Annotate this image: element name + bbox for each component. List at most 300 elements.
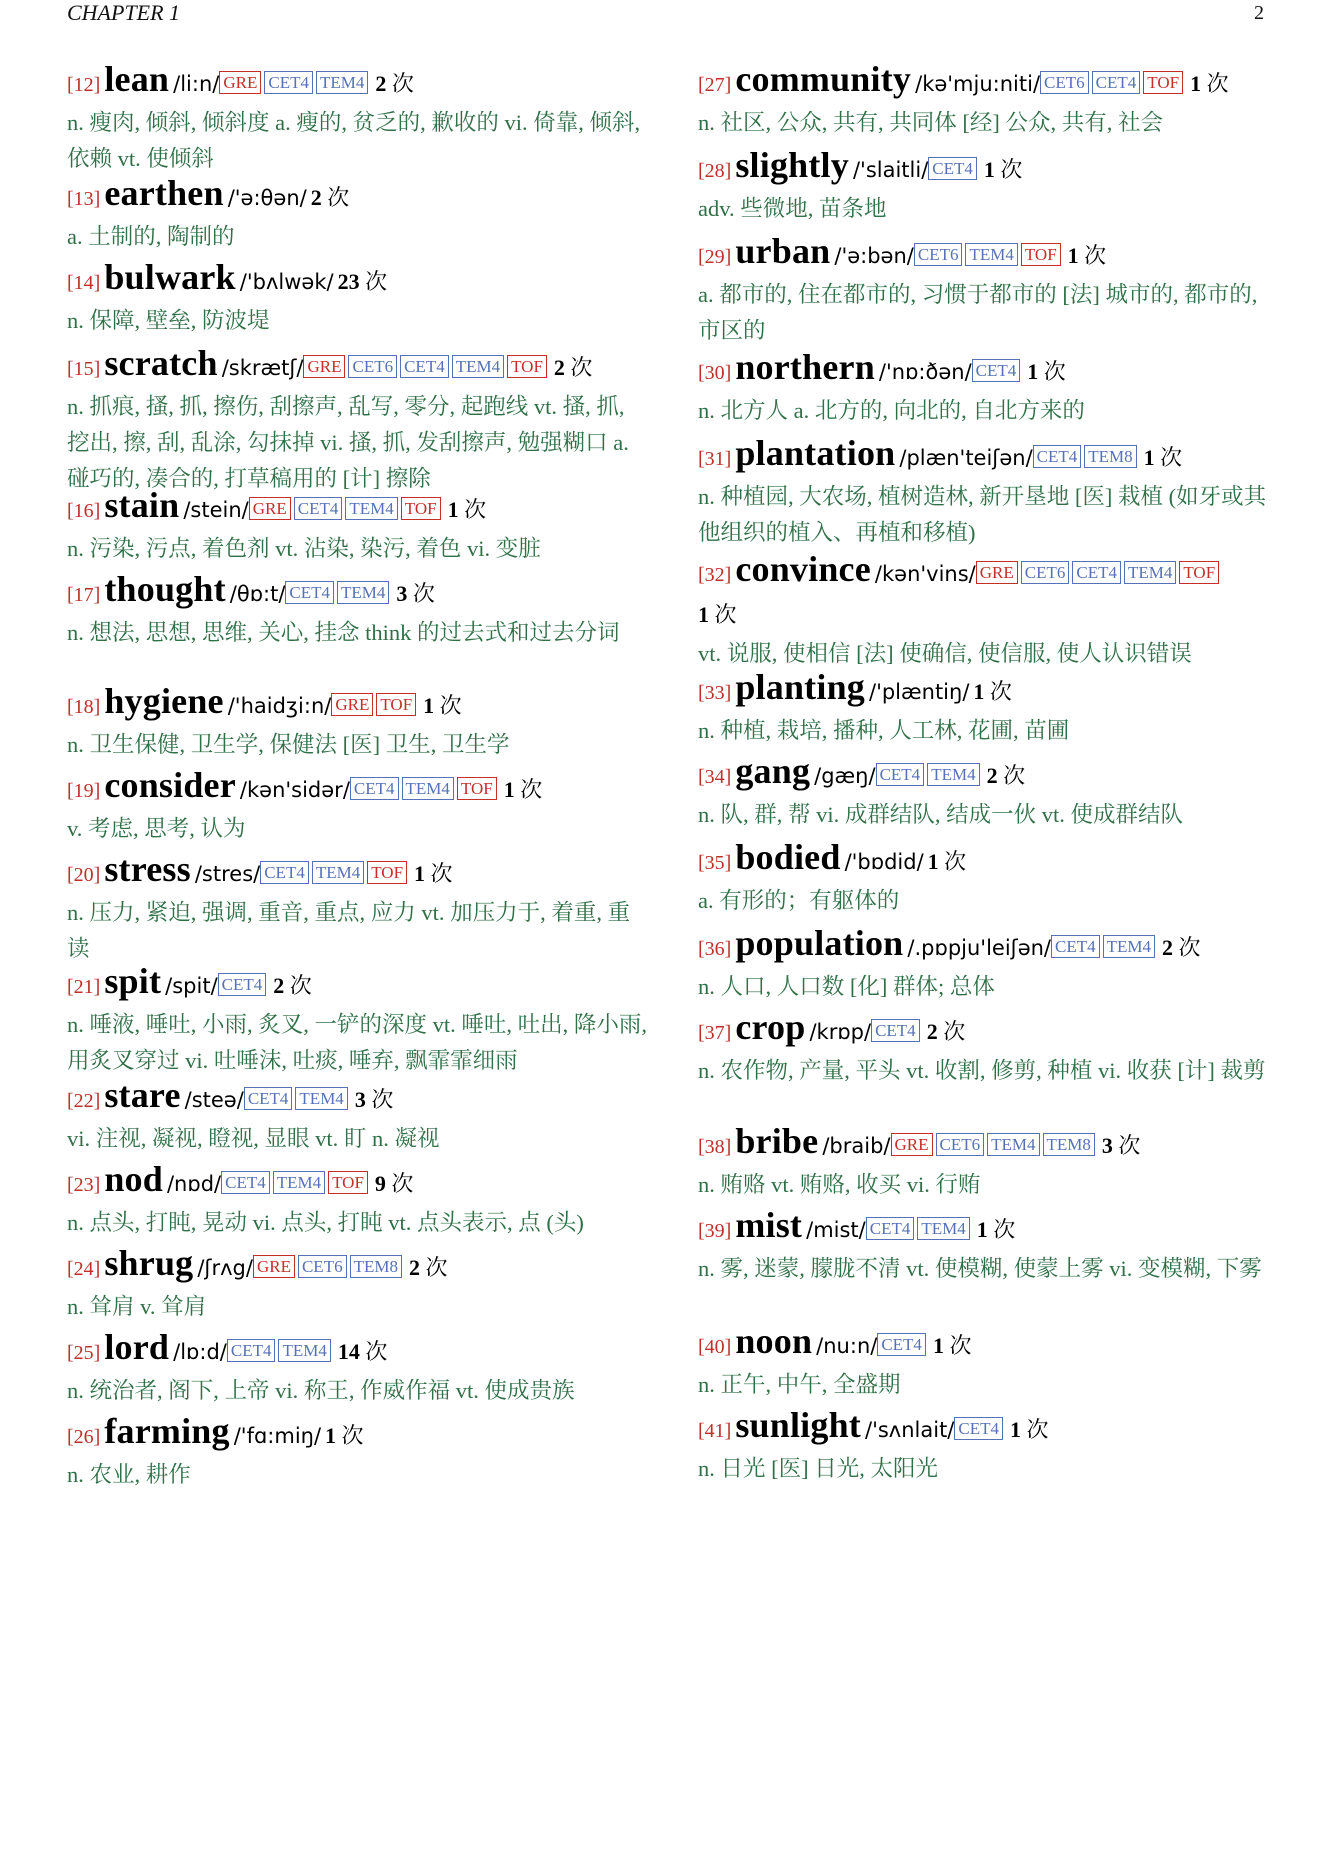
entry-headline (67, 682, 647, 728)
count-suffix: 次 (430, 861, 453, 886)
exam-tag: CET4 (218, 973, 267, 996)
vocab-entry (698, 146, 1278, 227)
exam-tag: CET4 (1072, 561, 1121, 584)
exam-tag: TEM4 (337, 581, 389, 604)
headword: earthen (104, 173, 224, 213)
count-value: 1 (927, 849, 939, 874)
count-value: 1 (1143, 445, 1155, 470)
exam-tag: TOF (1179, 561, 1219, 584)
definition: n. 人口, 人口数 [化] 群体; 总体 (698, 974, 995, 999)
occurrence-count (987, 763, 1026, 788)
entry-headline (698, 668, 1278, 714)
count-suffix: 次 (520, 777, 543, 802)
count-suffix: 次 (425, 1255, 448, 1280)
entry-number: [27] (698, 74, 732, 96)
occurrence-count (1190, 71, 1229, 96)
exam-tag: TOF (367, 861, 407, 884)
vocab-entry (698, 1406, 1278, 1487)
exam-tag: CET4 (264, 71, 313, 94)
occurrence-count (928, 849, 967, 874)
occurrence-count (973, 679, 1012, 704)
exam-tag: GRE (249, 497, 291, 520)
entry-number: [36] (698, 938, 732, 960)
pronunciation: /lɒ:d/ (173, 1340, 227, 1364)
exam-tag: CET6 (348, 355, 397, 378)
count-suffix: 次 (1084, 243, 1107, 268)
headword: thought (104, 569, 226, 609)
occurrence-count (504, 777, 543, 802)
count-suffix: 次 (943, 1019, 966, 1044)
entry-number: [26] (67, 1426, 101, 1448)
count-value: 23 (337, 269, 360, 294)
exam-tag: TEM4 (316, 71, 368, 94)
count-suffix: 次 (391, 71, 414, 96)
entry-headline (698, 838, 1278, 884)
count-suffix: 次 (412, 581, 435, 606)
occurrence-count (375, 71, 414, 96)
entry-number: [39] (698, 1220, 732, 1242)
count-value: 1 (325, 1423, 337, 1448)
pronunciation: /nɒd/ (166, 1172, 222, 1196)
pronunciation: /'nɒ:ðən/ (878, 360, 972, 384)
definition: a. 有形的；有躯体的 (698, 888, 900, 913)
exam-tag: GRE (219, 71, 261, 94)
exam-tag: GRE (331, 693, 373, 716)
exam-tag: CET4 (244, 1087, 293, 1110)
page-number: 2 (1254, 2, 1264, 24)
exam-tag: TOF (1021, 243, 1061, 266)
vocab-entry (698, 838, 1278, 919)
count-value: 1 (1027, 359, 1039, 384)
headword: urban (735, 231, 831, 271)
exam-tag: TEM4 (295, 1087, 347, 1110)
pronunciation: /braib/ (822, 1134, 891, 1158)
definition: n. 抓痕, 搔, 抓, 擦伤, 刮擦声, 乱写, 零分, 起跑线 vt. 搔, 抓, 挖出, 擦, 刮, 乱涂, 勾抹掉 vi. 搔, 抓, 发刮擦声, 勉强糊口 a. 碰巧的, 凑合的, 打草稿用的 [计] 擦除 (67, 394, 629, 491)
count-suffix: 次 (1026, 1417, 1049, 1442)
exam-tag: CET6 (298, 1255, 347, 1278)
exam-tag: TOF (376, 693, 416, 716)
entry-headline (67, 766, 647, 812)
count-suffix: 次 (949, 1333, 972, 1358)
pronunciation: /stres/ (194, 862, 261, 886)
exam-tag: CET6 (1021, 561, 1070, 584)
exam-tag: TEM8 (350, 1255, 402, 1278)
definition: n. 正午, 中午, 全盛期 (698, 1372, 901, 1397)
entry-headline (67, 258, 647, 304)
exam-tag: CET4 (350, 777, 399, 800)
count-value: 1 (973, 679, 985, 704)
exam-tag: GRE (303, 355, 345, 378)
exam-tag: TEM8 (1084, 445, 1136, 468)
pronunciation: /'fɑ:miŋ/ (233, 1424, 322, 1448)
count-suffix: 次 (327, 185, 350, 210)
definition: a. 都市的, 住在都市的, 习惯于都市的 [法] 城市的, 都市的, 市区的 (698, 282, 1258, 343)
exam-tag: GRE (253, 1255, 295, 1278)
definition: v. 考虑, 思考, 认为 (67, 816, 246, 841)
headword: bribe (735, 1121, 819, 1161)
entry-headline (67, 962, 647, 1008)
count-value: 9 (374, 1171, 386, 1196)
headword: shrug (104, 1243, 194, 1283)
entry-number: [12] (67, 74, 101, 96)
definition: n. 点头, 打盹, 晃动 vi. 点头, 打盹 vt. 点头表示, 点 (头) (67, 1210, 584, 1235)
headword: spit (104, 961, 162, 1001)
pronunciation: /'ə:θən/ (227, 186, 307, 210)
definition: n. 农业, 耕作 (67, 1462, 191, 1487)
pronunciation: /ʃrʌg/ (197, 1256, 253, 1280)
entry-headline (698, 1122, 1278, 1168)
definition: n. 污染, 污点, 着色剂 vt. 沾染, 染污, 着色 vi. 变脏 (67, 536, 541, 561)
count-suffix: 次 (1043, 359, 1066, 384)
exam-tag: TEM4 (965, 243, 1017, 266)
entry-number: [22] (67, 1090, 101, 1112)
entry-headline (67, 1076, 647, 1122)
vocab-entry (698, 752, 1278, 833)
occurrence-count (311, 185, 350, 210)
definition: n. 农作物, 产量, 平头 vt. 收割, 修剪, 种植 vi. 收获 [计] 裁剪 (698, 1058, 1266, 1083)
count-suffix: 次 (1160, 445, 1183, 470)
count-suffix: 次 (993, 1217, 1016, 1242)
exam-tag: CET4 (294, 497, 343, 520)
vocab-entry (67, 850, 647, 967)
entry-number: [38] (698, 1136, 732, 1158)
definition: n. 保障, 壁垒, 防波堤 (67, 308, 270, 333)
entry-number: [34] (698, 766, 732, 788)
entry-headline (698, 1322, 1278, 1368)
exam-tag: CET4 (871, 1019, 920, 1042)
count-value: 1 (932, 1333, 944, 1358)
definition: n. 压力, 紧迫, 强调, 重音, 重点, 应力 vt. 加压力于, 着重, 重读 (67, 900, 631, 961)
entry-headline (67, 1328, 647, 1374)
exam-tag: TEM4 (1124, 561, 1176, 584)
entry-headline (67, 1412, 647, 1458)
vocab-entry (67, 1328, 647, 1409)
vocab-entry (698, 232, 1278, 349)
entry-headline (698, 434, 1278, 480)
vocab-entry (67, 1160, 647, 1241)
headword: lord (104, 1327, 170, 1367)
exam-tag: CET4 (1051, 935, 1100, 958)
headword: stare (104, 1075, 181, 1115)
count-value: 3 (396, 581, 408, 606)
pronunciation: /krɒp/ (809, 1020, 872, 1044)
entry-headline (67, 850, 647, 896)
headword: nod (104, 1159, 163, 1199)
occurrence-count (375, 1171, 414, 1196)
entry-headline-wrap (698, 596, 1278, 637)
pronunciation: /nu:n/ (816, 1334, 878, 1358)
count-value: 2 (375, 71, 387, 96)
entry-headline (698, 146, 1278, 192)
entry-number: [28] (698, 160, 732, 182)
vocab-entry (67, 344, 647, 497)
entry-headline (698, 1008, 1278, 1054)
pronunciation: /kən'sidər/ (239, 778, 350, 802)
entry-headline (698, 348, 1278, 394)
definition: a. 土制的, 陶制的 (67, 224, 235, 249)
occurrence-count (1027, 359, 1066, 384)
vocab-entry (67, 174, 647, 255)
vocab-entry (67, 1412, 647, 1493)
vocab-entry (698, 550, 1278, 672)
exam-tag: CET6 (1040, 71, 1089, 94)
headword: slightly (735, 145, 849, 185)
occurrence-count (1102, 1133, 1141, 1158)
exam-tag: CET4 (260, 861, 309, 884)
headword: farming (104, 1411, 230, 1451)
headword: crop (735, 1007, 806, 1047)
definition: n. 统治者, 阁下, 上帝 vi. 称王, 作威作福 vt. 使成贵族 (67, 1378, 575, 1403)
vocab-entry (67, 682, 647, 763)
entry-number: [20] (67, 864, 101, 886)
count-value: 1 (447, 497, 459, 522)
exam-tag: TOF (328, 1171, 368, 1194)
count-suffix: 次 (365, 1339, 388, 1364)
entry-headline (67, 1244, 647, 1290)
entry-number: [35] (698, 852, 732, 874)
headword: stress (104, 849, 191, 889)
headword: stain (104, 485, 180, 525)
count-value: 2 (1162, 935, 1174, 960)
definition: n. 种植, 栽培, 播种, 人工林, 花圃, 苗圃 (698, 718, 1070, 743)
entry-headline (67, 174, 647, 220)
occurrence-count (927, 1019, 966, 1044)
definition: n. 卫生保健, 卫生学, 保健法 [医] 卫生, 卫生学 (67, 732, 510, 757)
occurrence-count (1068, 243, 1107, 268)
exam-tag: TEM4 (987, 1133, 1039, 1156)
entry-headline (67, 486, 647, 532)
entry-number: [16] (67, 500, 101, 522)
exam-tag: TEM4 (312, 861, 364, 884)
headword: community (735, 59, 912, 99)
occurrence-count (409, 1255, 448, 1280)
headword: sunlight (735, 1405, 861, 1445)
vocab-entry (67, 1076, 647, 1157)
count-value: 2 (553, 355, 565, 380)
vocab-entry (67, 962, 647, 1079)
entry-headline (67, 570, 647, 616)
vocab-entry (698, 434, 1278, 551)
count-suffix: 次 (944, 849, 967, 874)
exam-tag: TOF (507, 355, 547, 378)
vocab-entry (67, 766, 647, 847)
pronunciation: /kən'vins/ (874, 562, 976, 586)
exam-tag: TEM4 (927, 763, 979, 786)
definition: n. 雾, 迷蒙, 朦胧不清 vt. 使模糊, 使蒙上雾 vi. 变模糊, 下雾 (698, 1256, 1262, 1281)
count-value: 2 (408, 1255, 420, 1280)
pronunciation: /plæn'teiʃən/ (899, 446, 1033, 470)
headword: convince (735, 549, 871, 589)
occurrence-count (338, 269, 388, 294)
occurrence-count (1144, 445, 1183, 470)
exam-tag: CET4 (285, 581, 334, 604)
count-suffix: 次 (341, 1423, 364, 1448)
entry-headline (698, 924, 1278, 970)
count-suffix: 次 (1003, 763, 1026, 788)
headword: gang (735, 751, 811, 791)
exam-tag: CET4 (400, 355, 449, 378)
vocab-entry (698, 924, 1278, 1005)
entry-number: [17] (67, 584, 101, 606)
vocab-entry (67, 486, 647, 567)
pronunciation: /kə'mju:niti/ (915, 72, 1041, 96)
occurrence-count (448, 497, 487, 522)
count-value: 1 (1190, 71, 1202, 96)
entry-headline (698, 60, 1278, 106)
count-suffix: 次 (371, 1087, 394, 1112)
exam-tag: TEM4 (273, 1171, 325, 1194)
definition: adv. 些微地, 苗条地 (698, 196, 887, 221)
occurrence-count (554, 355, 593, 380)
count-value: 2 (926, 1019, 938, 1044)
occurrence-count (355, 1087, 394, 1112)
vocab-entry (698, 1322, 1278, 1403)
entry-number: [21] (67, 976, 101, 998)
headword: northern (735, 347, 875, 387)
entry-headline (67, 1160, 647, 1206)
entry-headline (698, 752, 1278, 798)
exam-tag: TOF (401, 497, 441, 520)
exam-tag: CET4 (227, 1339, 276, 1362)
count-value: 3 (354, 1087, 366, 1112)
count-value: 1 (698, 602, 709, 627)
count-suffix: 次 (391, 1171, 414, 1196)
entry-headline (698, 550, 1278, 596)
entry-number: [30] (698, 362, 732, 384)
occurrence-count (325, 1423, 364, 1448)
pronunciation: /gæŋ/ (814, 764, 876, 788)
count-value: 1 (423, 693, 435, 718)
occurrence-count (984, 157, 1023, 182)
exam-tag: GRE (976, 561, 1018, 584)
definition: n. 队, 群, 帮 vi. 成群结队, 结成一伙 vt. 使成群结队 (698, 802, 1184, 827)
occurrence-count (414, 861, 453, 886)
definition: n. 唾液, 唾吐, 小雨, 炙叉, 一铲的深度 vt. 唾吐, 吐出, 降小雨, 用炙叉穿过 vi. 吐唾沫, 吐痰, 唾弃, 飘霏霏细雨 (67, 1012, 648, 1073)
vocab-entry (698, 1122, 1278, 1203)
count-suffix: 次 (1000, 157, 1023, 182)
headword: lean (104, 59, 170, 99)
exam-tag: CET6 (914, 243, 963, 266)
entry-headline (698, 232, 1278, 278)
count-suffix: 次 (1118, 1133, 1141, 1158)
count-value: 1 (976, 1217, 988, 1242)
entry-headline (67, 60, 647, 106)
occurrence-count (1162, 935, 1201, 960)
entry-number: [40] (698, 1336, 732, 1358)
exam-tag: TEM4 (402, 777, 454, 800)
exam-tag: CET4 (954, 1417, 1003, 1440)
headword: bodied (735, 837, 841, 877)
occurrence-count (933, 1333, 972, 1358)
occurrence-count (338, 1339, 388, 1364)
count-value: 3 (1101, 1133, 1113, 1158)
count-suffix: 次 (464, 497, 487, 522)
count-value: 1 (983, 157, 995, 182)
pronunciation: /'sʌnlait/ (865, 1418, 955, 1442)
entry-number: [32] (698, 564, 732, 586)
vocab-entry (67, 1244, 647, 1325)
occurrence-count (273, 973, 312, 998)
pronunciation: /skrætʃ/ (221, 356, 304, 380)
definition: n. 耸肩 v. 耸肩 (67, 1294, 207, 1319)
definition: n. 日光 [医] 日光, 太阳光 (698, 1456, 938, 1481)
vocab-entry (698, 1206, 1278, 1287)
occurrence-count (423, 693, 462, 718)
headword: planting (735, 667, 865, 707)
exam-tag: TOF (457, 777, 497, 800)
headword: mist (735, 1205, 803, 1245)
headword: population (735, 923, 904, 963)
count-value: 2 (310, 185, 322, 210)
count-value: 1 (414, 861, 426, 886)
occurrence-count (698, 602, 737, 627)
pronunciation: /'bɒdid/ (844, 850, 924, 874)
entry-number: [19] (67, 780, 101, 802)
exam-tag: CET4 (221, 1171, 270, 1194)
entry-number: [37] (698, 1022, 732, 1044)
entry-number: [24] (67, 1258, 101, 1280)
pronunciation: /mist/ (806, 1218, 866, 1242)
count-suffix: 次 (1178, 935, 1201, 960)
pronunciation: /spit/ (165, 974, 218, 998)
entry-headline (698, 1206, 1278, 1252)
pronunciation: /'plæntiŋ/ (869, 680, 970, 704)
exam-tag: CET4 (1033, 445, 1082, 468)
definition: vi. 注视, 凝视, 瞪视, 显眼 vt. 盯 n. 凝视 (67, 1126, 440, 1151)
headword: consider (104, 765, 236, 805)
count-value: 1 (1067, 243, 1079, 268)
count-suffix: 次 (714, 602, 737, 627)
count-value: 14 (337, 1339, 360, 1364)
exam-tag: TEM8 (1043, 1133, 1095, 1156)
entry-number: [41] (698, 1420, 732, 1442)
definition: n. 社区, 公众, 共有, 共同体 [经] 公众, 共有, 社会 (698, 110, 1163, 135)
count-value: 2 (273, 973, 285, 998)
exam-tag: CET6 (936, 1133, 985, 1156)
exam-tag: CET4 (1092, 71, 1141, 94)
vocab-entry (67, 60, 647, 177)
pronunciation: /stein/ (183, 498, 249, 522)
occurrence-count (977, 1217, 1016, 1242)
definition: n. 种植园, 大农场, 植树造林, 新开垦地 [医] 栽植 (如牙或其他组织的植入、再植和移植) (698, 484, 1267, 545)
pronunciation: /'slaitli/ (852, 158, 929, 182)
exam-tag: TEM4 (452, 355, 504, 378)
headword: scratch (104, 343, 218, 383)
headword: plantation (735, 433, 896, 473)
definition: vt. 说服, 使相信 [法] 使确信, 使信服, 使人认识错误 (698, 641, 1192, 666)
count-suffix: 次 (570, 355, 593, 380)
exam-tag: TEM4 (1103, 935, 1155, 958)
entry-number: [13] (67, 188, 101, 210)
count-suffix: 次 (989, 679, 1012, 704)
vocab-entry (67, 570, 647, 651)
entry-number: [14] (67, 272, 101, 294)
pronunciation: /'haidʒi:n/ (227, 694, 332, 718)
vocab-entry (698, 1008, 1278, 1089)
pronunciation: /'bʌlwək/ (239, 270, 334, 294)
exam-tag: TEM4 (278, 1339, 330, 1362)
exam-tag: CET4 (928, 157, 977, 180)
entry-number: [31] (698, 448, 732, 470)
entry-number: [33] (698, 682, 732, 704)
pronunciation: /li:n/ (173, 72, 220, 96)
entry-number: [29] (698, 246, 732, 268)
count-value: 1 (503, 777, 515, 802)
occurrence-count (1010, 1417, 1049, 1442)
vocab-entry (698, 60, 1278, 141)
headword: noon (735, 1321, 813, 1361)
exam-tag: TOF (1143, 71, 1183, 94)
